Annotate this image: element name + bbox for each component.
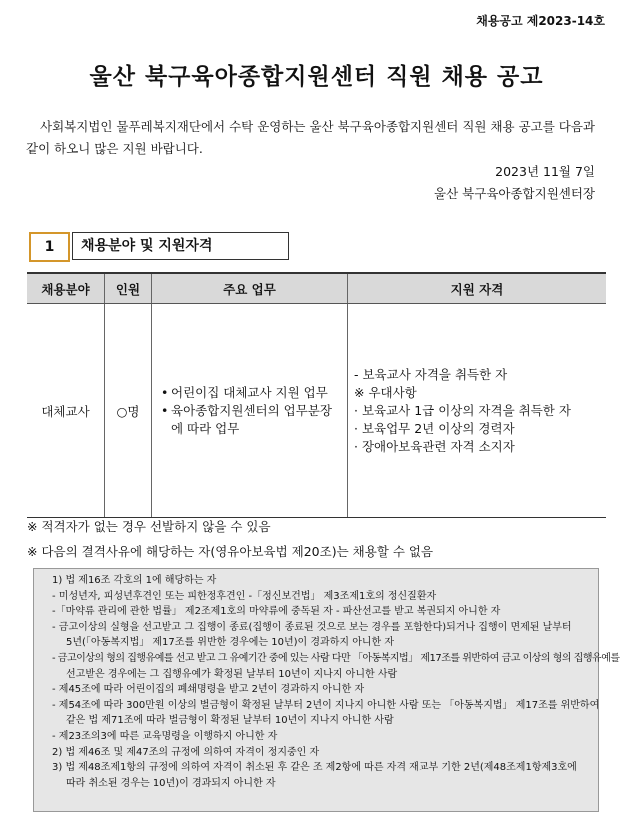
section-title: 채용분야 및 지원자격 <box>72 232 289 260</box>
list-item: 선고받은 경우에는 그 집행유예가 확정된 날부터 10년이 지나지 아니한 사람 <box>66 668 398 680</box>
notice-date: 2023년 11월 7일 <box>495 164 595 179</box>
header-duties: 주요 업무 <box>152 273 348 304</box>
list-item: - 금고이상의 형의 집행유예를 선고 받고 그 유예기간 중에 있는 사람 다만 「아동복지법」 제17조를 위반하여 금고 이상의 형의 집행유예를 <box>52 652 620 664</box>
cell-count: ○명 <box>105 304 152 518</box>
cell-field: 대체교사 <box>27 304 105 518</box>
cell-qualifications <box>348 304 607 518</box>
list-item: 1) 법 제16조 각호의 1에 해당하는 자 <box>52 575 217 586</box>
list-item: 5년(「아동복지법」 제17조를 위반한 경우에는 10년)이 경과하지 아니한 자 <box>66 637 395 649</box>
recruitment-table <box>27 272 606 518</box>
list-item: - 미성년자, 피성년후견인 또는 피한정후견인 -「정신보건법」 제3조제1호의 정신질환자 <box>52 590 437 602</box>
qualification-item: · 보육업무 2년 이상의 경력자 <box>354 420 515 436</box>
qualification-item: ※ 우대사항 <box>354 384 417 400</box>
qualification-item: · 보육교사 1급 이상의 자격을 취득한 자 <box>354 402 571 418</box>
qualification-item: · 장애아보육관련 자격 소지자 <box>354 438 515 454</box>
list-item: - 제54조에 따라 300만원 이상의 벌금형이 확정된 날부터 2년이 지나지 아니한 사람 또는 「아동복지법」 제17조를 위반하여 <box>52 699 600 711</box>
list-item: 2) 법 제46조 및 제47조의 규정에 의하여 자격이 정지중인 자 <box>52 746 320 758</box>
disqualification-box <box>33 568 620 812</box>
notice-number: 채용공고 제2023-14호 <box>476 14 605 28</box>
list-item: -「마약류 관리에 관한 법률」 제2조제1호의 마약류에 중독된 자 - 파산선고를 받고 복권되지 아니한 자 <box>52 606 501 618</box>
table-header-row <box>27 273 606 304</box>
intro-paragraph: 사회복지법인 물푸레복지재단에서 수탁 운영하는 울산 북구육아종합지원센터 직원 채용 공고를 다음과 같이 하오니 많은 지원 바랍니다. <box>26 119 595 156</box>
qualification-item: - 보육교사 자격을 취득한 자 <box>354 366 508 382</box>
note-disqualification: ※ 다음의 결격사유에 해당하는 자(영유아보육법 제20조)는 채용할 수 없음 <box>27 544 434 559</box>
header-qualifications: 지원 자격 <box>348 273 607 304</box>
list-item: 같은 법 제71조에 따라 벌금형이 확정된 날부터 10년이 지나지 아니한 사람 <box>66 715 394 727</box>
duty-item: • 어린이집 대체교사 지원 업무 <box>161 384 342 402</box>
header-field: 채용분야 <box>27 273 105 304</box>
list-item: - 제45조에 따라 어린이집의 폐쇄명령을 받고 2년이 경과하지 아니한 자 <box>52 684 365 696</box>
issuer-name: 울산 북구육아종합지원센터장 <box>434 186 595 201</box>
note-no-qualified: ※ 적격자가 없는 경우 선발하지 않을 수 있음 <box>27 519 271 534</box>
cell-duties <box>152 304 348 518</box>
list-item: - 금고이상의 실형을 선고받고 그 집행이 종료(집행이 종료된 것으로 보는 경우를 포함한다)되거나 집행이 면제된 날부터 <box>52 621 572 633</box>
duty-item: • 육아종합지원센터의 업무분장에 따라 업무 <box>161 402 342 438</box>
list-item: 따라 취소된 경우는 10년)이 경과되지 아니한 자 <box>66 777 276 789</box>
section-number: 1 <box>29 232 70 262</box>
list-item: 3) 법 제48조제1항의 규정에 의하여 자격이 취소된 후 같은 조 제2항에 따른 자격 재교부 기한 2년(제48조제1항제3호에 <box>52 762 577 774</box>
list-item: - 제23조의3에 따른 교육명령을 이행하지 아니한 자 <box>52 730 278 742</box>
header-count: 인원 <box>105 273 152 304</box>
table-row <box>27 304 606 518</box>
page-title: 울산 북구육아종합지원센터 직원 채용 공고 <box>89 64 544 90</box>
